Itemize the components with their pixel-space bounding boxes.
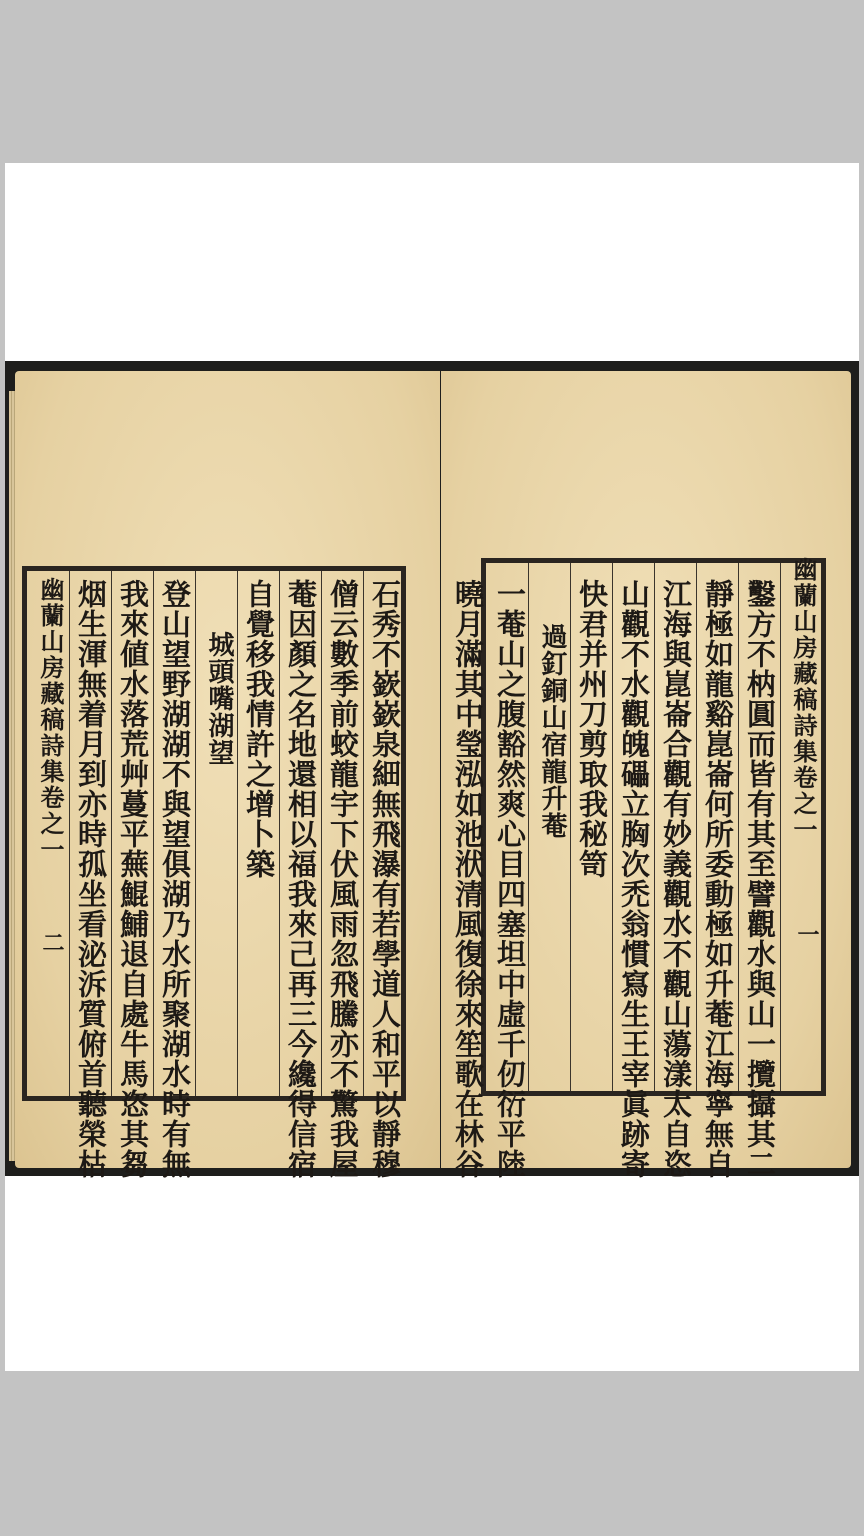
left-text-frame bbox=[22, 566, 406, 1179]
text-column-3: 江海與崑崙合觀有妙義觀水不觀山蕩漾太自恣 bbox=[659, 579, 693, 1179]
text-column-4: 山觀不水觀魄礧立胸次禿翁慣寫生王宰眞跡寄 bbox=[617, 579, 651, 1179]
margin-title: 幽蘭山房藏稿詩集卷之一 bbox=[789, 557, 818, 843]
poem-title: 過釘銅山宿龍升菴 bbox=[537, 623, 567, 839]
text-column-3: 菴因顏之名地還相以福我來己再三今纔得信宿 bbox=[284, 579, 318, 1179]
column-rule bbox=[321, 571, 322, 1096]
text-column-4: 自覺移我情許之增卜築 bbox=[242, 579, 276, 879]
text-column-8: 曉月滿其中瑩泓如池洑清風復徐來笙歌在林谷 bbox=[451, 579, 485, 1179]
text-column-8: 烟生渾無着月到亦時孤坐看泌泝質俯首聽榮枯 bbox=[74, 579, 108, 1179]
book-scan bbox=[5, 361, 859, 1179]
text-column-5: 快君并州刀剪取我秘笥 bbox=[575, 579, 609, 879]
folio-number: 一 bbox=[794, 923, 820, 945]
right-page bbox=[441, 371, 851, 1179]
text-column-1: 鑿方不枘圓而皆有其至譬觀水與山一攬攝其二 bbox=[743, 579, 777, 1179]
left-page bbox=[15, 371, 440, 1179]
text-column-7: 我來値水落荒艸蔓平蕪鯤鯆退自處牛馬恣其芻 bbox=[116, 579, 150, 1179]
text-column-2: 靜極如龍谿崑崙何所委動極如升菴江海寧無自 bbox=[701, 579, 735, 1179]
text-column-1: 石秀不嶔嶔泉細無飛瀑有若學道人和平以靜穆 bbox=[368, 579, 402, 1179]
folio-number: 二 bbox=[39, 931, 65, 953]
text-column-6: 登山望野湖湖不與望俱湖乃水所聚湖水時有無 bbox=[158, 579, 192, 1179]
column-rule bbox=[696, 563, 697, 1091]
column-rule bbox=[738, 563, 739, 1091]
text-column-2: 僧云數季前蛟龍宇下伏風雨忽飛騰亦不驚我屋 bbox=[326, 579, 360, 1179]
column-rule bbox=[780, 563, 781, 1091]
column-rule bbox=[111, 571, 112, 1096]
text-column-7: 一菴山之腹豁然爽心目四塞坦中虛千仞衍平陸 bbox=[493, 579, 527, 1179]
column-rule bbox=[654, 563, 655, 1091]
column-rule bbox=[363, 571, 364, 1096]
poem-title: 城頭嘴湖望 bbox=[204, 631, 234, 766]
right-text-frame bbox=[451, 557, 826, 1179]
column-rule bbox=[612, 563, 613, 1091]
column-rule bbox=[279, 571, 280, 1096]
margin-title: 幽蘭山房藏稿詩集卷之一 bbox=[36, 577, 65, 863]
column-rule bbox=[69, 571, 70, 1096]
column-rule bbox=[153, 571, 154, 1096]
column-rule bbox=[195, 571, 196, 1096]
